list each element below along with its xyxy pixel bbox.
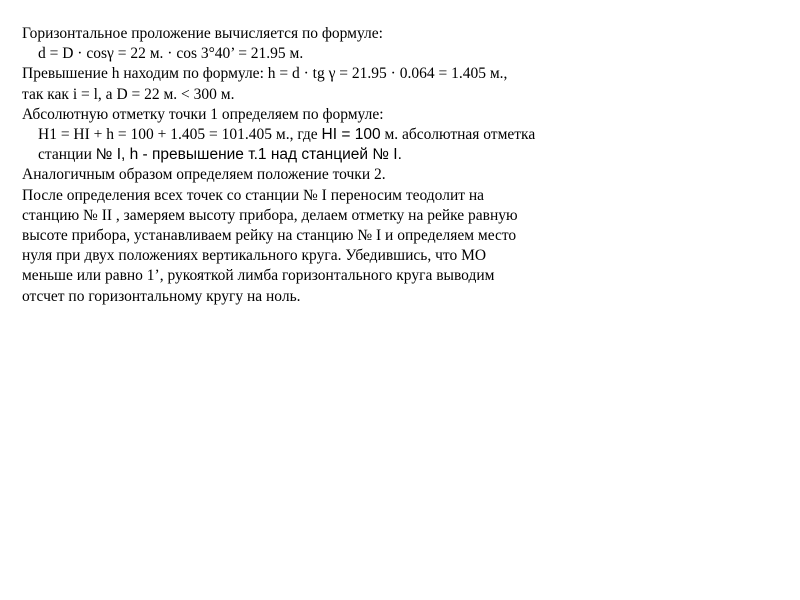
text-line-6-part-b: HI = 100 — [321, 126, 381, 144]
text-line-10: станцию № II , замеряем высоту прибора, делаем отметку на рейке равную — [22, 206, 518, 224]
text-line-3: Превышение h находим по формуле: h = d · tg γ = 21.95 · 0.064 = 1.405 м., — [22, 65, 508, 83]
text-line-2: d = D · cosγ = 22 м. · cos 3°40’ = 21.95 м. — [38, 45, 304, 63]
text-line-7 — [22, 145, 792, 165]
text-line-6-part-a: H1 = HI + h = 100 + 1.405 = 101.405 м., где — [38, 126, 322, 144]
text-line-9: После определения всех точек со станции № I переносим теодолит на — [22, 186, 485, 204]
text-line-11: высоте прибора, устанавливаем рейку на станцию № I и определяем место — [22, 227, 517, 245]
text-line-6-part-c: м. абсолютная отметка — [380, 126, 536, 144]
text-line-14: отсчет по горизонтальному кругу на ноль. — [22, 287, 301, 305]
text-line-4: так как i = l, а D = 22 м. < 300 м. — [22, 85, 235, 103]
text-line-1: Горизонтальное проложение вычисляется по формуле: — [22, 25, 383, 42]
text-line-7-part-b: № I, h - превышение т.1 над станцией № I. — [95, 146, 402, 164]
text-line-6 — [22, 125, 792, 145]
text-line-13: меньше или равно 1’, рукояткой лимба горизонтального круга выводим — [22, 267, 495, 285]
text-line-5: Абсолютную отметку точки 1 определяем по формуле: — [22, 105, 384, 123]
text-line-12: нуля при двух положениях вертикального круга. Убедившись, что МО — [22, 247, 487, 265]
text-line-7-part-a: станции — [38, 146, 96, 164]
text-line-8: Аналогичным образом определяем положение точки 2. — [22, 166, 386, 184]
document-body — [22, 24, 792, 307]
